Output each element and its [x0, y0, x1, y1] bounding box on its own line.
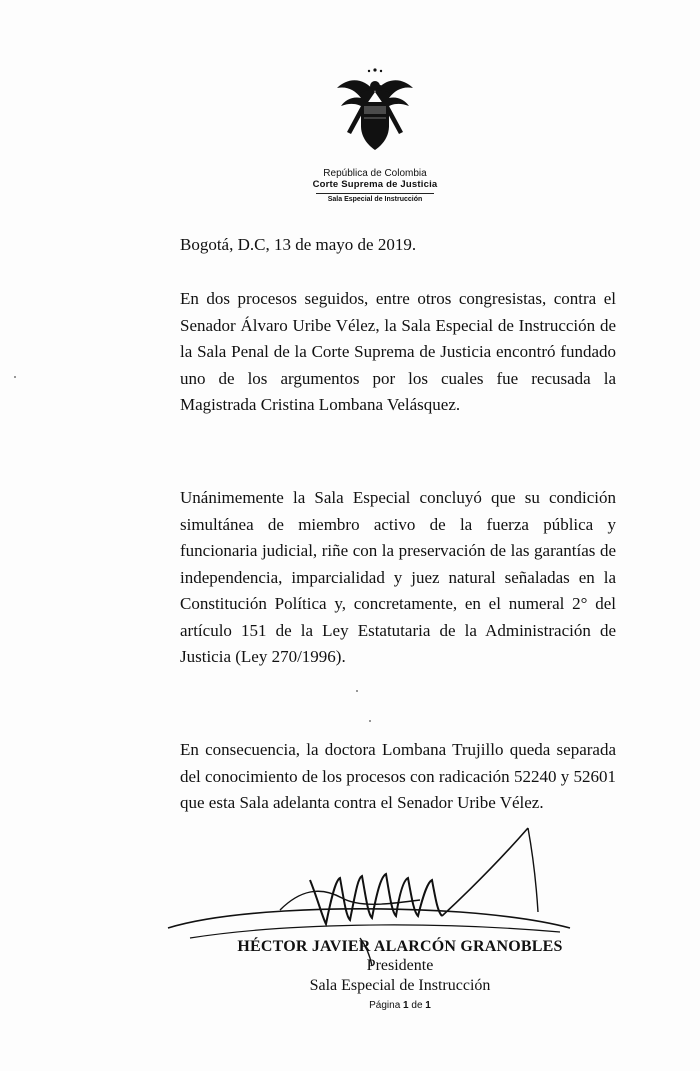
- scan-speck: [356, 690, 358, 692]
- signer-title: Presidente: [366, 957, 434, 974]
- letterhead-divider: [316, 193, 434, 194]
- letterhead-country: República de Colombia: [323, 168, 427, 179]
- paragraph-text: En consecuencia, la doctora Lombana Trujillo queda separada del conocimiento de los procesos con radicación 52240 y 52601 que esta Sala adelanta contra el Senador Uribe Vélez.: [180, 740, 616, 812]
- coat-of-arms-icon: [333, 62, 417, 162]
- scan-speck: [369, 720, 371, 722]
- scan-speck: [14, 376, 16, 378]
- document-date: Bogotá, D.C, 13 de mayo de 2019.: [180, 235, 417, 254]
- page-current: 1: [403, 1000, 409, 1011]
- paragraph-1: [180, 286, 616, 419]
- signer-office: Sala Especial de Instrucción: [309, 977, 491, 994]
- page-label: Página: [369, 1000, 401, 1011]
- page-number: [180, 1000, 620, 1011]
- paragraph-text: Unánimemente la Sala Especial concluyó que su condición simultánea de miembro activo de la fuerza pública y funcionaria judicial, riñe con la preservación de las garantías de independencia, imparcialidad y juez natural señaladas en la Constitución Política y, concretamente, en el numeral 2° del artículo 151 de la Ley Estatutaria de la Administración de Justicia (Ley 270/1996).: [180, 488, 616, 666]
- page-of: de: [411, 1000, 423, 1011]
- paragraph-2: [180, 485, 616, 671]
- signer-name: HÉCTOR JAVIER ALARCÓN GRANOBLES: [237, 938, 563, 955]
- page-total: 1: [425, 1000, 431, 1011]
- letterhead: [300, 62, 450, 204]
- paragraph-text: En dos procesos seguidos, entre otros congresistas, contra el Senador Álvaro Uribe Vélez, la Sala Especial de Instrucción de la Sala Penal de la Corte Suprema de Justicia encontró fundado uno de los argumentos por los cuales fue recusada la Magistrada Cristina Lombana Velásquez.: [180, 289, 616, 414]
- letterhead-court: Corte Suprema de Justicia: [312, 178, 438, 190]
- paragraph-3: [180, 737, 616, 817]
- signature-block: [180, 938, 620, 1011]
- letterhead-chamber: Sala Especial de Instrucción: [327, 196, 423, 204]
